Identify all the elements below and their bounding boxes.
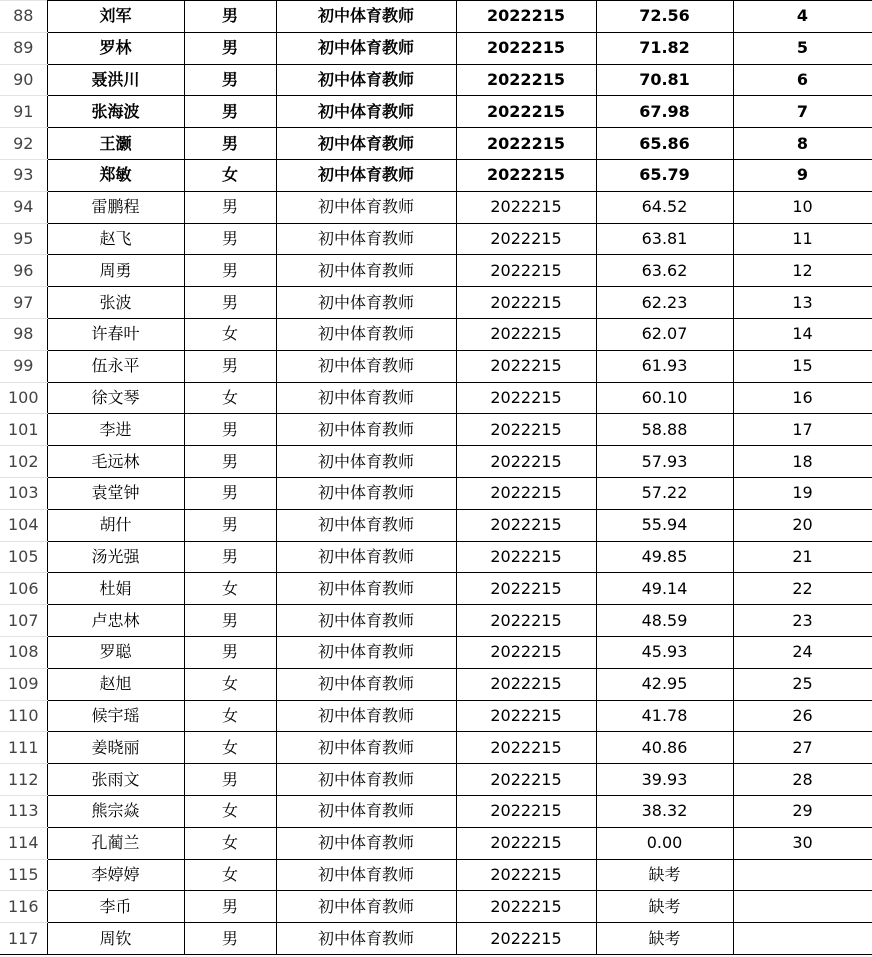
position-code-cell[interactable]: 2022215 bbox=[456, 32, 596, 64]
name-cell[interactable]: 周钦 bbox=[47, 923, 184, 955]
rank-cell[interactable]: 12 bbox=[733, 255, 872, 287]
position-cell[interactable]: 初中体育教师 bbox=[276, 732, 456, 764]
table-row bbox=[0, 700, 872, 732]
score-cell[interactable]: 38.32 bbox=[596, 795, 733, 827]
score-cell[interactable]: 60.10 bbox=[596, 382, 733, 414]
position-cell[interactable]: 初中体育教师 bbox=[276, 96, 456, 128]
rank-cell[interactable]: 7 bbox=[733, 96, 872, 128]
table-row bbox=[0, 732, 872, 764]
name-cell[interactable]: 张海波 bbox=[47, 96, 184, 128]
table-row bbox=[0, 382, 872, 414]
name-cell[interactable]: 杜娟 bbox=[47, 573, 184, 605]
gender-cell[interactable]: 男 bbox=[184, 446, 276, 478]
score-cell[interactable]: 64.52 bbox=[596, 191, 733, 223]
score-cell[interactable]: 63.62 bbox=[596, 255, 733, 287]
row-number[interactable]: 90 bbox=[0, 64, 47, 96]
rank-cell[interactable]: 19 bbox=[733, 477, 872, 509]
position-code-cell[interactable]: 2022215 bbox=[456, 318, 596, 350]
position-code-cell[interactable]: 2022215 bbox=[456, 923, 596, 955]
rank-cell[interactable]: 22 bbox=[733, 573, 872, 605]
name-cell[interactable]: 毛远林 bbox=[47, 446, 184, 478]
position-code-cell[interactable]: 2022215 bbox=[456, 891, 596, 923]
table-row bbox=[0, 287, 872, 319]
table-row bbox=[0, 573, 872, 605]
gender-cell[interactable]: 女 bbox=[184, 668, 276, 700]
table-row bbox=[0, 191, 872, 223]
row-number[interactable]: 109 bbox=[0, 668, 47, 700]
row-number[interactable]: 110 bbox=[0, 700, 47, 732]
rank-cell[interactable]: 25 bbox=[733, 668, 872, 700]
gender-cell[interactable]: 男 bbox=[184, 128, 276, 160]
score-cell[interactable]: 39.93 bbox=[596, 764, 733, 796]
name-cell[interactable]: 雷鹏程 bbox=[47, 191, 184, 223]
table-row bbox=[0, 414, 872, 446]
score-cell[interactable]: 41.78 bbox=[596, 700, 733, 732]
row-number[interactable]: 88 bbox=[0, 1, 47, 33]
rank-cell[interactable]: 4 bbox=[733, 1, 872, 33]
gender-cell[interactable]: 男 bbox=[184, 287, 276, 319]
name-cell[interactable]: 徐文琴 bbox=[47, 382, 184, 414]
position-code-cell[interactable]: 2022215 bbox=[456, 191, 596, 223]
position-code-cell[interactable]: 2022215 bbox=[456, 96, 596, 128]
score-cell[interactable]: 缺考 bbox=[596, 859, 733, 891]
rank-cell[interactable]: 18 bbox=[733, 446, 872, 478]
position-code-cell[interactable]: 2022215 bbox=[456, 541, 596, 573]
name-cell[interactable]: 孔蔺兰 bbox=[47, 827, 184, 859]
position-cell[interactable]: 初中体育教师 bbox=[276, 477, 456, 509]
gender-cell[interactable]: 男 bbox=[184, 541, 276, 573]
gender-cell[interactable]: 女 bbox=[184, 732, 276, 764]
table-row bbox=[0, 923, 872, 955]
table-row bbox=[0, 32, 872, 64]
position-code-cell[interactable]: 2022215 bbox=[456, 446, 596, 478]
name-cell[interactable]: 张波 bbox=[47, 287, 184, 319]
name-cell[interactable]: 聂洪川 bbox=[47, 64, 184, 96]
row-number[interactable]: 112 bbox=[0, 764, 47, 796]
score-cell[interactable]: 67.98 bbox=[596, 96, 733, 128]
row-number[interactable]: 96 bbox=[0, 255, 47, 287]
row-number[interactable]: 92 bbox=[0, 128, 47, 160]
table-row bbox=[0, 446, 872, 478]
name-cell[interactable]: 姜晓丽 bbox=[47, 732, 184, 764]
position-code-cell[interactable]: 2022215 bbox=[456, 795, 596, 827]
row-number[interactable]: 111 bbox=[0, 732, 47, 764]
gender-cell[interactable]: 男 bbox=[184, 509, 276, 541]
gender-cell[interactable]: 男 bbox=[184, 891, 276, 923]
position-code-cell[interactable]: 2022215 bbox=[456, 128, 596, 160]
position-code-cell[interactable]: 2022215 bbox=[456, 668, 596, 700]
position-cell[interactable]: 初中体育教师 bbox=[276, 795, 456, 827]
rank-cell[interactable]: 27 bbox=[733, 732, 872, 764]
position-code-cell[interactable]: 2022215 bbox=[456, 350, 596, 382]
rank-cell[interactable] bbox=[733, 891, 872, 923]
gender-cell[interactable]: 男 bbox=[184, 414, 276, 446]
name-cell[interactable]: 张雨文 bbox=[47, 764, 184, 796]
gender-cell[interactable]: 女 bbox=[184, 382, 276, 414]
gender-cell[interactable]: 女 bbox=[184, 827, 276, 859]
name-cell[interactable]: 许春叶 bbox=[47, 318, 184, 350]
gender-cell[interactable]: 男 bbox=[184, 64, 276, 96]
score-cell[interactable]: 48.59 bbox=[596, 605, 733, 637]
row-number[interactable]: 102 bbox=[0, 446, 47, 478]
gender-cell[interactable]: 男 bbox=[184, 350, 276, 382]
table-row bbox=[0, 795, 872, 827]
position-cell[interactable]: 初中体育教师 bbox=[276, 287, 456, 319]
position-code-cell[interactable]: 2022215 bbox=[456, 859, 596, 891]
table-row bbox=[0, 96, 872, 128]
row-number[interactable]: 91 bbox=[0, 96, 47, 128]
gender-cell[interactable]: 女 bbox=[184, 700, 276, 732]
row-number[interactable]: 103 bbox=[0, 477, 47, 509]
position-code-cell[interactable]: 2022215 bbox=[456, 382, 596, 414]
score-cell[interactable]: 61.93 bbox=[596, 350, 733, 382]
row-number[interactable]: 95 bbox=[0, 223, 47, 255]
rank-cell[interactable]: 5 bbox=[733, 32, 872, 64]
gender-cell[interactable]: 男 bbox=[184, 923, 276, 955]
score-cell[interactable]: 45.93 bbox=[596, 636, 733, 668]
score-cell[interactable]: 70.81 bbox=[596, 64, 733, 96]
row-number[interactable]: 115 bbox=[0, 859, 47, 891]
position-cell[interactable]: 初中体育教师 bbox=[276, 382, 456, 414]
position-cell[interactable]: 初中体育教师 bbox=[276, 1, 456, 33]
position-code-cell[interactable]: 2022215 bbox=[456, 255, 596, 287]
position-cell[interactable]: 初中体育教师 bbox=[276, 859, 456, 891]
rank-cell[interactable]: 8 bbox=[733, 128, 872, 160]
gender-cell[interactable]: 女 bbox=[184, 859, 276, 891]
score-cell[interactable]: 49.14 bbox=[596, 573, 733, 605]
position-code-cell[interactable]: 2022215 bbox=[456, 1, 596, 33]
table-row bbox=[0, 764, 872, 796]
score-cell[interactable]: 62.23 bbox=[596, 287, 733, 319]
row-number[interactable]: 116 bbox=[0, 891, 47, 923]
table-row bbox=[0, 859, 872, 891]
position-cell[interactable]: 初中体育教师 bbox=[276, 128, 456, 160]
rank-cell[interactable]: 17 bbox=[733, 414, 872, 446]
name-cell[interactable]: 候宇瑶 bbox=[47, 700, 184, 732]
table-row bbox=[0, 1, 872, 33]
name-cell[interactable]: 赵旭 bbox=[47, 668, 184, 700]
rank-cell[interactable]: 15 bbox=[733, 350, 872, 382]
rank-cell[interactable]: 21 bbox=[733, 541, 872, 573]
row-number[interactable]: 114 bbox=[0, 827, 47, 859]
position-code-cell[interactable]: 2022215 bbox=[456, 732, 596, 764]
name-cell[interactable]: 胡什 bbox=[47, 509, 184, 541]
row-number[interactable]: 97 bbox=[0, 287, 47, 319]
rank-cell[interactable]: 13 bbox=[733, 287, 872, 319]
rank-cell[interactable]: 23 bbox=[733, 605, 872, 637]
gender-cell[interactable]: 男 bbox=[184, 636, 276, 668]
rank-cell[interactable]: 16 bbox=[733, 382, 872, 414]
name-cell[interactable]: 罗林 bbox=[47, 32, 184, 64]
rank-cell[interactable]: 30 bbox=[733, 827, 872, 859]
position-code-cell[interactable]: 2022215 bbox=[456, 764, 596, 796]
row-number[interactable]: 107 bbox=[0, 605, 47, 637]
position-code-cell[interactable]: 2022215 bbox=[456, 573, 596, 605]
position-code-cell[interactable]: 2022215 bbox=[456, 159, 596, 191]
rank-cell[interactable]: 6 bbox=[733, 64, 872, 96]
position-cell[interactable]: 初中体育教师 bbox=[276, 636, 456, 668]
table-row bbox=[0, 159, 872, 191]
score-cell[interactable]: 58.88 bbox=[596, 414, 733, 446]
position-cell[interactable]: 初中体育教师 bbox=[276, 923, 456, 955]
table-row bbox=[0, 223, 872, 255]
name-cell[interactable]: 李进 bbox=[47, 414, 184, 446]
gender-cell[interactable]: 女 bbox=[184, 318, 276, 350]
position-cell[interactable]: 初中体育教师 bbox=[276, 891, 456, 923]
gender-cell[interactable]: 男 bbox=[184, 191, 276, 223]
row-number[interactable]: 104 bbox=[0, 509, 47, 541]
position-cell[interactable]: 初中体育教师 bbox=[276, 764, 456, 796]
gender-cell[interactable]: 男 bbox=[184, 32, 276, 64]
name-cell[interactable]: 李币 bbox=[47, 891, 184, 923]
name-cell[interactable]: 袁堂钟 bbox=[47, 477, 184, 509]
position-cell[interactable]: 初中体育教师 bbox=[276, 668, 456, 700]
position-cell[interactable]: 初中体育教师 bbox=[276, 446, 456, 478]
position-cell[interactable]: 初中体育教师 bbox=[276, 64, 456, 96]
rank-cell[interactable] bbox=[733, 859, 872, 891]
position-cell[interactable]: 初中体育教师 bbox=[276, 32, 456, 64]
score-cell[interactable]: 65.79 bbox=[596, 159, 733, 191]
position-code-cell[interactable]: 2022215 bbox=[456, 509, 596, 541]
position-cell[interactable]: 初中体育教师 bbox=[276, 414, 456, 446]
position-cell[interactable]: 初中体育教师 bbox=[276, 318, 456, 350]
row-number[interactable]: 93 bbox=[0, 159, 47, 191]
row-number[interactable]: 89 bbox=[0, 32, 47, 64]
position-cell[interactable]: 初中体育教师 bbox=[276, 159, 456, 191]
row-number[interactable]: 105 bbox=[0, 541, 47, 573]
rank-cell[interactable]: 10 bbox=[733, 191, 872, 223]
row-number[interactable]: 113 bbox=[0, 795, 47, 827]
name-cell[interactable]: 赵飞 bbox=[47, 223, 184, 255]
table-row bbox=[0, 605, 872, 637]
row-number[interactable]: 98 bbox=[0, 318, 47, 350]
gender-cell[interactable]: 女 bbox=[184, 795, 276, 827]
gender-cell[interactable]: 女 bbox=[184, 573, 276, 605]
rank-cell[interactable] bbox=[733, 923, 872, 955]
score-cell[interactable]: 57.22 bbox=[596, 477, 733, 509]
name-cell[interactable]: 卢忠林 bbox=[47, 605, 184, 637]
table-row bbox=[0, 350, 872, 382]
score-cell[interactable]: 42.95 bbox=[596, 668, 733, 700]
score-cell[interactable]: 0.00 bbox=[596, 827, 733, 859]
name-cell[interactable]: 伍永平 bbox=[47, 350, 184, 382]
score-cell[interactable]: 缺考 bbox=[596, 923, 733, 955]
row-number[interactable]: 101 bbox=[0, 414, 47, 446]
name-cell[interactable]: 刘军 bbox=[47, 1, 184, 33]
table-row bbox=[0, 509, 872, 541]
rank-cell[interactable]: 14 bbox=[733, 318, 872, 350]
gender-cell[interactable]: 男 bbox=[184, 605, 276, 637]
gender-cell[interactable]: 男 bbox=[184, 96, 276, 128]
position-cell[interactable]: 初中体育教师 bbox=[276, 255, 456, 287]
position-cell[interactable]: 初中体育教师 bbox=[276, 350, 456, 382]
row-number[interactable]: 108 bbox=[0, 636, 47, 668]
table-row bbox=[0, 64, 872, 96]
table-row bbox=[0, 668, 872, 700]
row-number[interactable]: 94 bbox=[0, 191, 47, 223]
score-cell[interactable]: 49.85 bbox=[596, 541, 733, 573]
table-row bbox=[0, 541, 872, 573]
position-code-cell[interactable]: 2022215 bbox=[456, 477, 596, 509]
score-cell[interactable]: 63.81 bbox=[596, 223, 733, 255]
row-number[interactable]: 99 bbox=[0, 350, 47, 382]
gender-cell[interactable]: 男 bbox=[184, 764, 276, 796]
position-code-cell[interactable]: 2022215 bbox=[456, 287, 596, 319]
rank-cell[interactable]: 9 bbox=[733, 159, 872, 191]
score-cell[interactable]: 65.86 bbox=[596, 128, 733, 160]
position-cell[interactable]: 初中体育教师 bbox=[276, 827, 456, 859]
name-cell[interactable]: 李婷婷 bbox=[47, 859, 184, 891]
gender-cell[interactable]: 男 bbox=[184, 223, 276, 255]
name-cell[interactable]: 周勇 bbox=[47, 255, 184, 287]
position-code-cell[interactable]: 2022215 bbox=[456, 414, 596, 446]
gender-cell[interactable]: 男 bbox=[184, 1, 276, 33]
name-cell[interactable]: 罗聪 bbox=[47, 636, 184, 668]
score-cell[interactable]: 57.93 bbox=[596, 446, 733, 478]
rank-cell[interactable]: 26 bbox=[733, 700, 872, 732]
position-cell[interactable]: 初中体育教师 bbox=[276, 191, 456, 223]
table-row bbox=[0, 255, 872, 287]
name-cell[interactable]: 汤光强 bbox=[47, 541, 184, 573]
score-cell[interactable]: 55.94 bbox=[596, 509, 733, 541]
table-body bbox=[0, 1, 872, 955]
gender-cell[interactable]: 女 bbox=[184, 159, 276, 191]
rank-cell[interactable]: 20 bbox=[733, 509, 872, 541]
position-cell[interactable]: 初中体育教师 bbox=[276, 573, 456, 605]
score-cell[interactable]: 62.07 bbox=[596, 318, 733, 350]
score-cell[interactable]: 72.56 bbox=[596, 1, 733, 33]
table-row bbox=[0, 318, 872, 350]
table-row bbox=[0, 128, 872, 160]
position-code-cell[interactable]: 2022215 bbox=[456, 223, 596, 255]
rank-cell[interactable]: 28 bbox=[733, 764, 872, 796]
position-cell[interactable]: 初中体育教师 bbox=[276, 541, 456, 573]
position-cell[interactable]: 初中体育教师 bbox=[276, 509, 456, 541]
rank-cell[interactable]: 24 bbox=[733, 636, 872, 668]
rank-cell[interactable]: 29 bbox=[733, 795, 872, 827]
name-cell[interactable]: 王灏 bbox=[47, 128, 184, 160]
position-code-cell[interactable]: 2022215 bbox=[456, 64, 596, 96]
table-row bbox=[0, 891, 872, 923]
table-row bbox=[0, 636, 872, 668]
gender-cell[interactable]: 男 bbox=[184, 477, 276, 509]
row-number[interactable]: 100 bbox=[0, 382, 47, 414]
score-cell[interactable]: 40.86 bbox=[596, 732, 733, 764]
position-code-cell[interactable]: 2022215 bbox=[456, 605, 596, 637]
name-cell[interactable]: 熊宗焱 bbox=[47, 795, 184, 827]
gender-cell[interactable]: 男 bbox=[184, 255, 276, 287]
position-cell[interactable]: 初中体育教师 bbox=[276, 700, 456, 732]
table-row bbox=[0, 827, 872, 859]
score-cell[interactable]: 缺考 bbox=[596, 891, 733, 923]
position-cell[interactable]: 初中体育教师 bbox=[276, 605, 456, 637]
score-cell[interactable]: 71.82 bbox=[596, 32, 733, 64]
row-number[interactable]: 117 bbox=[0, 923, 47, 955]
position-cell[interactable]: 初中体育教师 bbox=[276, 223, 456, 255]
position-code-cell[interactable]: 2022215 bbox=[456, 700, 596, 732]
position-code-cell[interactable]: 2022215 bbox=[456, 827, 596, 859]
rank-cell[interactable]: 11 bbox=[733, 223, 872, 255]
name-cell[interactable]: 郑敏 bbox=[47, 159, 184, 191]
row-number[interactable]: 106 bbox=[0, 573, 47, 605]
position-code-cell[interactable]: 2022215 bbox=[456, 636, 596, 668]
table-row bbox=[0, 477, 872, 509]
